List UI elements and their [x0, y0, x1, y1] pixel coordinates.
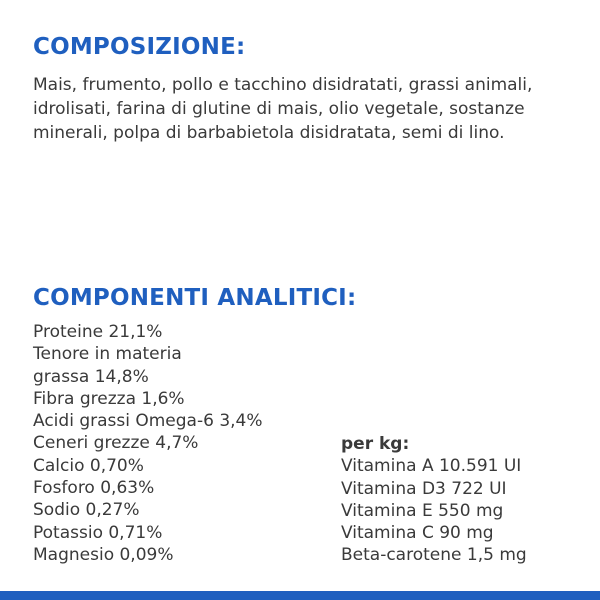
analytical-item: Proteine 21,1% [33, 322, 163, 342]
analytical-item: Tenore in materia [33, 344, 182, 365]
analytical-item: Fibra grezza 1,6% [33, 388, 185, 409]
analytical-item: Ceneri grezze 4,7% [33, 433, 199, 454]
analytical-item: Potassio 0,71% [33, 522, 163, 543]
vitamin-item: Beta-carotene 1,5 mg [341, 545, 527, 566]
composition-heading: COMPOSIZIONE: [33, 34, 246, 60]
analytical-item: Acidi grassi Omega-6 3,4% [33, 411, 263, 432]
analytical-item: Sodio 0,27% [33, 500, 140, 521]
analytical-components-heading: COMPONENTI ANALITICI: [33, 285, 357, 311]
vitamin-item: Vitamina A 10.591 UI [341, 456, 522, 477]
per-kg-label: per kg: [341, 434, 410, 454]
vitamins-list [341, 433, 527, 567]
vitamin-item: Vitamina C 90 mg [341, 523, 494, 544]
analytical-item: Fosforo 0,63% [33, 478, 155, 499]
analytical-item: grassa 14,8% [33, 366, 149, 387]
analytical-item: Calcio 0,70% [33, 455, 144, 476]
vitamin-item: Vitamina E 550 mg [341, 500, 504, 521]
composition-text: Mais, frumento, pollo e tacchino disidratati, grassi animali, idrolisati, farina di glutine di mais, olio vegetale, sostanze minerali, polpa di barbabietola disidratata, semi di lino. [33, 75, 533, 143]
bottom-accent-bar [0, 591, 600, 600]
analytical-item: Magnesio 0,09% [33, 544, 174, 565]
analytical-components-list [33, 321, 263, 566]
vitamin-item: Vitamina D3 722 UI [341, 478, 507, 499]
